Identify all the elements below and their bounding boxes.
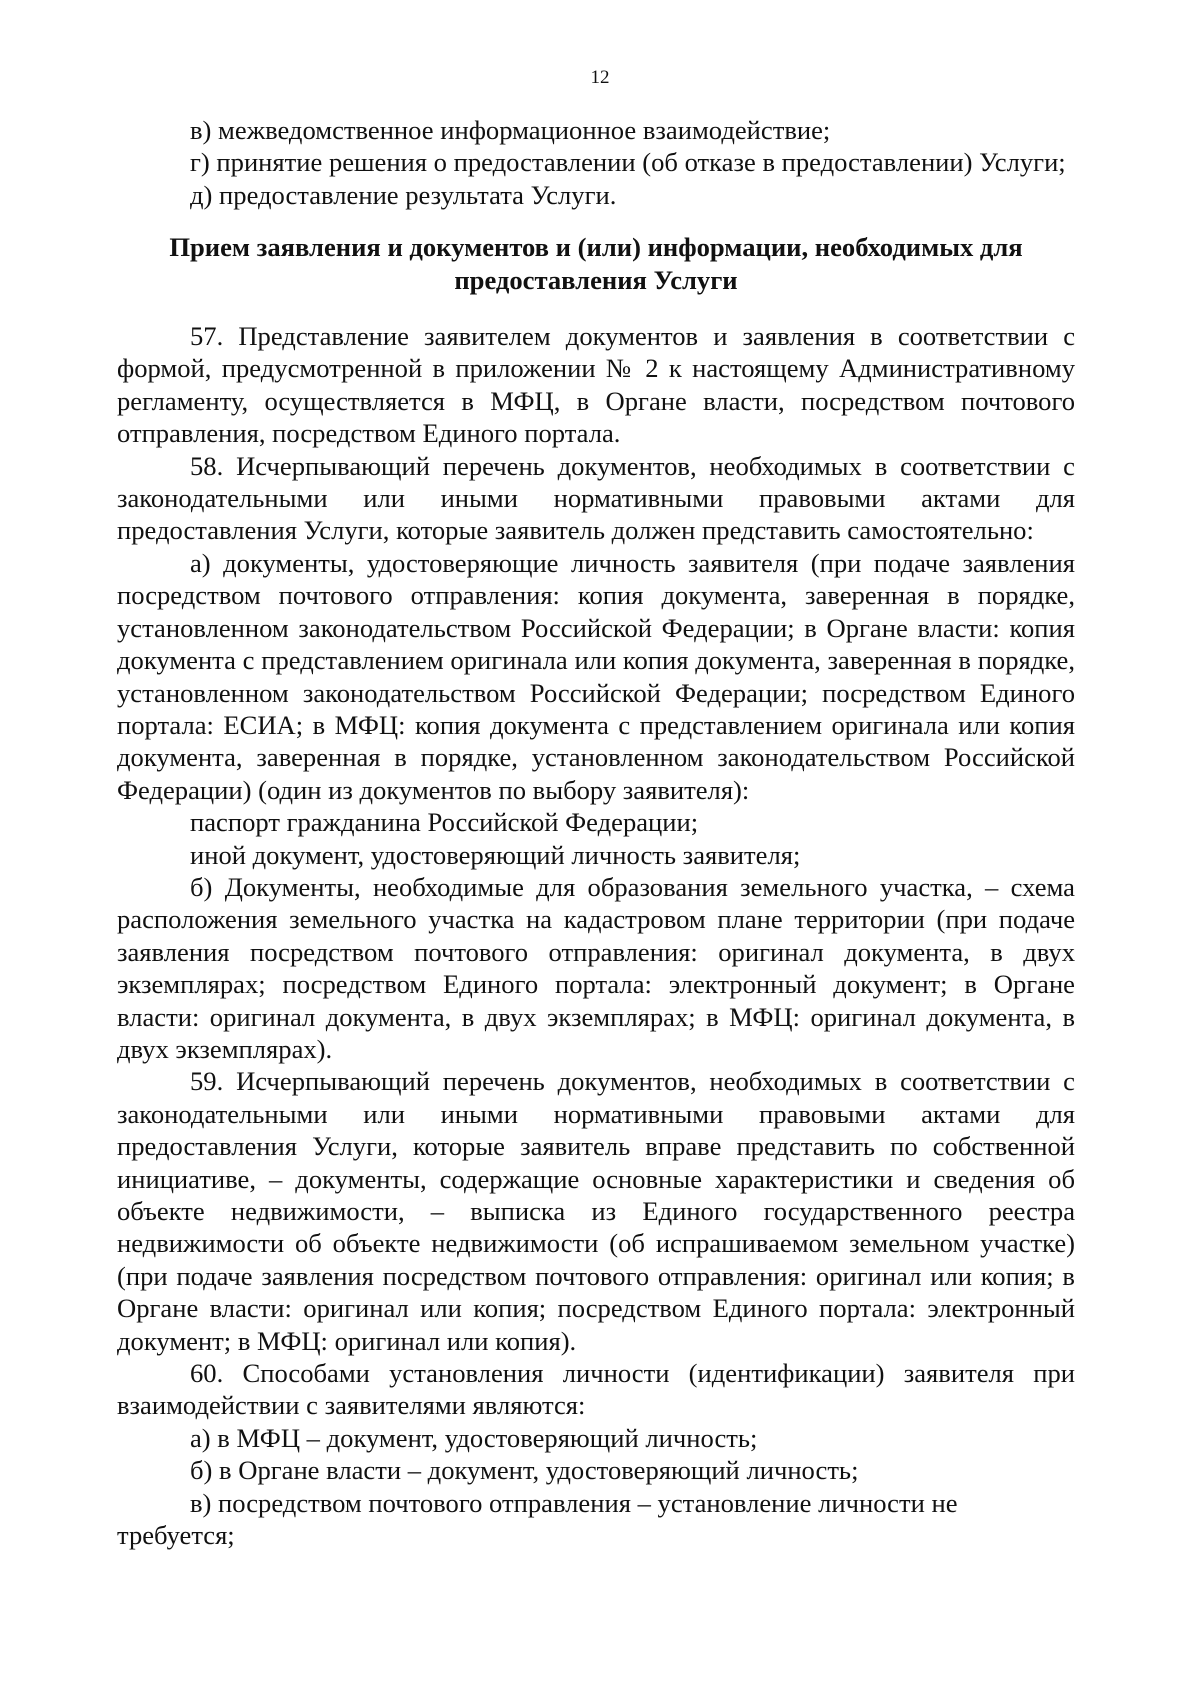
paragraph-57: 57. Представление заявителем документов и заявления в соответствии с формой, предусмотренной в приложении № 2 к настоящему Административному регламенту, осуществляется в МФЦ, в Органе власти, посредством почтового отправления, посредством Единого портала. — [117, 321, 1075, 449]
paragraph-58-other-id: иной документ, удостоверяющий личность заявителя; — [190, 839, 801, 870]
paragraph-58-passport: паспорт гражданина Российской Федерации; — [190, 807, 699, 838]
paragraph-60-a: а) в МФЦ – документ, удостоверяющий личность; — [190, 1422, 758, 1453]
paragraph-59: 59. Исчерпывающий перечень документов, необходимых в соответствии с законодательными или иными нормативными правовыми актами для предоставления Услуги, которые заявитель вправе представить по собственной инициативе, – документы, содержащие основные характеристики и сведения об объекте недвижимости, – выписка из Единого государственного реестра недвижимости об объекте недвижимости (об испрашиваемом земельном участке) (при подаче заявления посредством почтового отправления: оригинал или копия; в Органе власти: оригинал или копия; посредством Единого портала: электронный документ; в МФЦ: оригинал или копия). — [117, 1066, 1075, 1356]
paragraph-58-b: б) Документы, необходимые для образования земельного участка, – схема расположения земельного участка на кадастровом плане территории (при подаче заявления посредством почтового отправления: оригинал документа, в двух экземплярах; посредством Единого портала: электронный документ; в Органе власти: оригинал документа, в двух экземплярах; в МФЦ: оригинал документа, в двух экземплярах). — [117, 871, 1075, 1064]
paragraph-58-a: а) документы, удостоверяющие личность заявителя (при подаче заявления посредством почтового отправления: копия документа, заверенная в порядке, установленном законодательством Российской Федерации; в Органе власти: копия документа с представлением оригинала или копия документа, заверенная в порядке, установленном законодательством Российской Федерации; посредством Единого портала: ЕСИА; в МФЦ: копия документа с представлением оригинала или копия документа, заверенная в порядке, установленном законодательством Российской Федерации) (один из документов по выбору заявителя): — [117, 547, 1075, 805]
paragraph-60-v: в) посредством почтового отправления – установление личности не требуется; — [117, 1487, 958, 1551]
paragraph-60: 60. Способами установления личности (идентификации) заявителя при взаимодействии с заявителями являются: — [117, 1358, 1075, 1421]
section-heading: Прием заявления и документов и (или) информации, необходимых для предоставления Услуги — [169, 232, 1023, 295]
document-body — [117, 114, 1075, 1551]
paragraph-60-b: б) в Органе власти – документ, удостоверяющий личность; — [190, 1455, 859, 1486]
page-number: 12 — [590, 67, 610, 88]
list-item-d: д) предоставление результата Услуги. — [190, 179, 617, 210]
list-item-g: г) принятие решения о предоставлении (об отказе в предоставлении) Услуги; — [190, 147, 1066, 178]
list-item-v: в) межведомственное информационное взаимодействие; — [190, 115, 831, 145]
paragraph-58: 58. Исчерпывающий перечень документов, необходимых в соответствии с законодательными или иными нормативными правовыми актами для предоставления Услуги, которые заявитель должен представить самостоятельно: — [117, 450, 1075, 546]
